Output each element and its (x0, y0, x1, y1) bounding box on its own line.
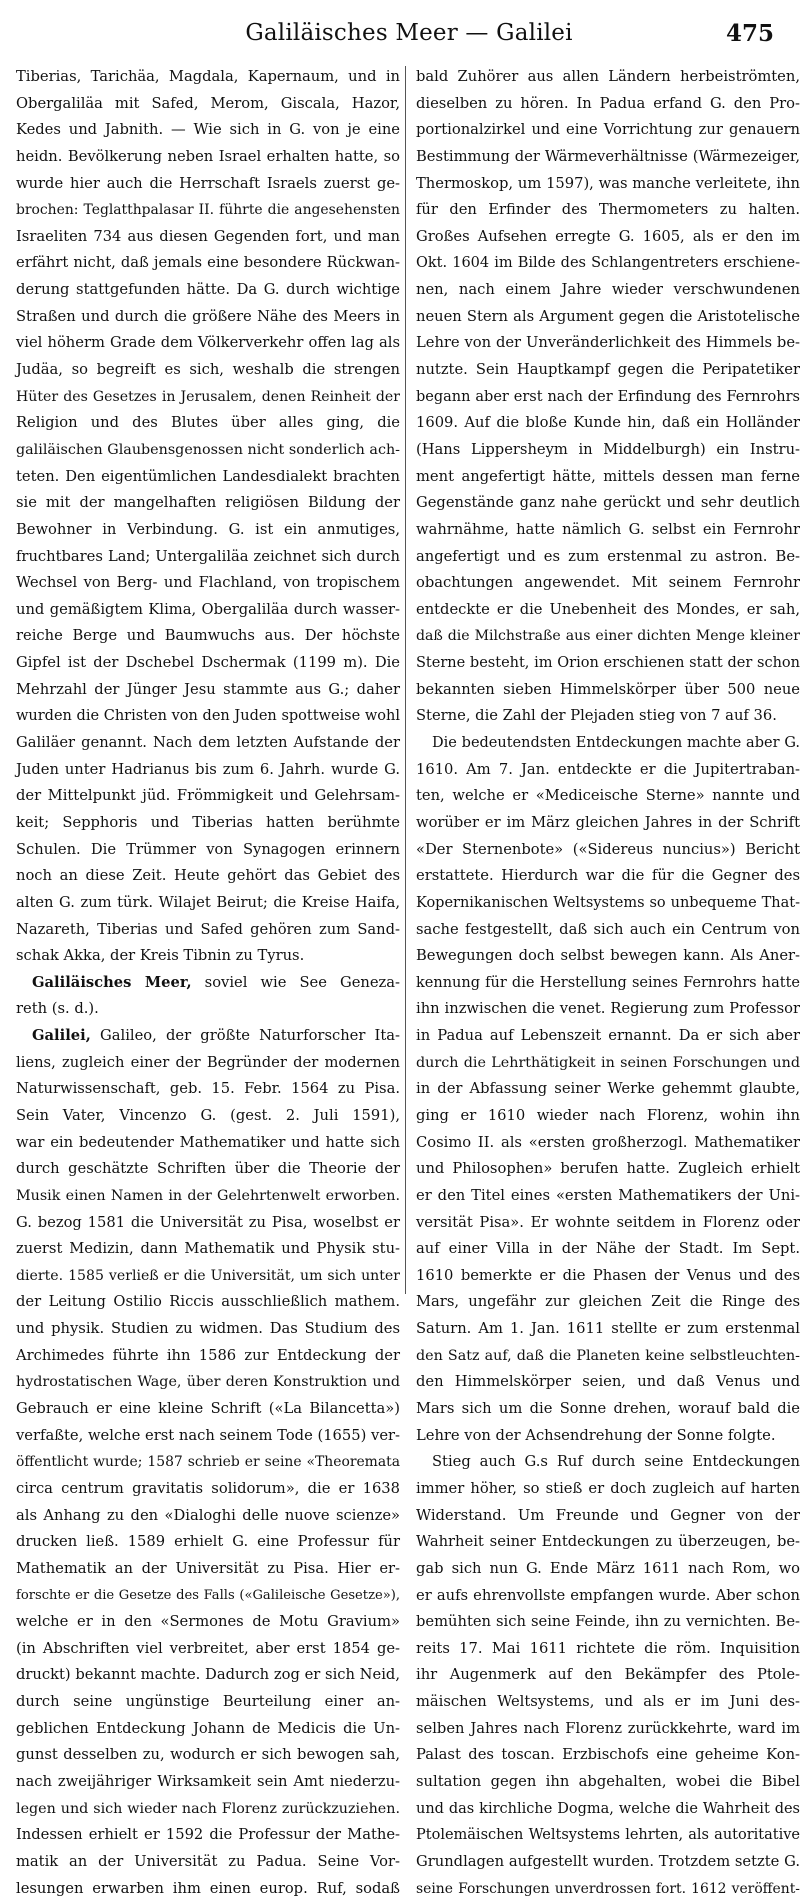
text-line: Israeliten 734 aus diesen Gegenden fort, und man (16, 227, 400, 245)
text-line: reth (s. d.). (16, 1000, 99, 1018)
text-line: portionalzirkel und eine Vorrichtung zur genauern (416, 121, 800, 139)
text-line: 1610 bemerkte er die Phasen der Venus und des (416, 1266, 800, 1284)
text-line: durch die Lehrthätigkeit in seinen Forschungen und (416, 1054, 800, 1071)
text-line: der Leitung Ostilio Riccis ausschließlich mathem. (16, 1293, 400, 1311)
text-line: 1610. Am 7. Jan. entdeckte er die Jupitertraban- (416, 760, 800, 778)
text-line: nen, nach einem Jahre wieder verschwundenen (416, 281, 800, 299)
text-line: und physik. Studien zu widmen. Das Studium des (16, 1320, 400, 1338)
text-line: derung stattgefunden hätte. Da G. durch wichtige (16, 281, 400, 299)
text-line: Naturwissenschaft, geb. 15. Febr. 1564 zu Pisa. (16, 1080, 400, 1098)
text-line: keit; Sepphoris und Tiberias hatten berühmte (16, 813, 400, 831)
text-line: galiläischen Glaubensgenossen nicht sonderlich ach- (16, 441, 400, 458)
text-line: 1609. Auf die bloße Kunde hin, daß ein Holländer (416, 414, 800, 432)
text-line: für den Erfinder des Thermometers zu halten. (416, 201, 800, 219)
page-header (44, 20, 774, 58)
text-line: Nazareth, Tiberias und Safed gehören zum Sand- (16, 920, 400, 938)
text-line: noch an diese Zeit. Heute gehört das Gebiet des (16, 867, 400, 885)
text-line: den Satz auf, daß die Planeten keine selbstleuchten- (416, 1347, 800, 1364)
text-line: bemühten sich seine Feinde, ihn zu vernichten. Be- (416, 1613, 800, 1631)
text-line: Musik einen Namen in der Gelehrtenwelt erworben. (16, 1187, 400, 1204)
text-line: fruchtbares Land; Untergaliläa zeichnet sich durch (16, 547, 400, 565)
text-line: auf einer Villa in der Nähe der Stadt. Im Sept. (416, 1240, 800, 1258)
text-line: immer höher, so stieß er doch zugleich auf harten (416, 1479, 800, 1497)
text-line: nach zweijähriger Wirksamkeit sein Amt niederzu- (16, 1773, 400, 1790)
text-line: liens, zugleich einer der Begründer der modernen (16, 1053, 400, 1071)
text-line: erstattete. Hierdurch war die für die Gegner des (416, 867, 800, 885)
text-line: sache festgestellt, daß sich auch ein Centrum von (416, 920, 800, 938)
text-line: matik an der Universität zu Padua. Seine Vor- (16, 1852, 400, 1870)
text-line: durch geschätzte Schriften über die Theorie der (16, 1160, 400, 1178)
text-line: Mehrzahl der Jünger Jesu stammte aus G.; daher (16, 680, 400, 698)
text-line: Hüter des Gesetzes in Jerusalem, denen Reinheit der (16, 388, 400, 405)
text-line: geblichen Entdeckung Johann de Medicis die Un- (16, 1719, 400, 1737)
text-line: gunst desselben zu, wodurch er sich bewogen sah, (16, 1746, 400, 1764)
text-line: er aufs ehrenvollste empfangen wurde. Aber schon (416, 1586, 800, 1604)
page-number: 475 (725, 20, 774, 47)
text-line: Ptolemäischen Weltsystems lehrten, als autoritative (416, 1827, 800, 1844)
text-line: und gemäßigtem Klima, Obergaliläa durch wasser- (16, 600, 400, 618)
text-line: war ein bedeutender Mathematiker und hatte sich (16, 1133, 400, 1151)
text-line: Bestimmung der Wärmeverhältnisse (Wärmezeiger, (416, 147, 800, 165)
text-line: Stieg auch G.s Ruf durch seine Entdeckungen (432, 1453, 800, 1471)
text-line: drucken ließ. 1589 erhielt G. eine Professur für (16, 1533, 400, 1551)
text-line: mäischen Weltsystems, und als er im Juni des- (416, 1693, 800, 1711)
text-line: «Der Sternenbote» («Sidereus nuncius») Bericht (416, 840, 800, 858)
text-line: Lehre von der Unveränderlichkeit des Himmels be- (416, 334, 800, 352)
text-line: kennung für die Herstellung seines Fernrohrs hatte (416, 974, 800, 991)
text-line: dierte. 1585 verließ er die Universität, um sich unter (16, 1267, 400, 1284)
text-line: Gebrauch er eine kleine Schrift («La Bilancetta») (16, 1400, 400, 1418)
text-line: Grundlagen aufgestellt wurden. Trotzdem setzte G. (416, 1852, 800, 1870)
text-line: brochen: Teglatthpalasar II. führte die angesehensten (16, 202, 400, 219)
text-line: ihn inzwischen die venet. Regierung zum Professor (416, 1000, 800, 1018)
text-line: nutzte. Sein Hauptkampf gegen die Peripatetiker (416, 361, 800, 379)
entry-headword: Galilei, (32, 1027, 91, 1045)
text-line: (Hans Lippersheym in Middelburgh) ein Instru- (416, 440, 800, 458)
text-line: legen und sich wieder nach Florenz zurückzuziehen. (16, 1800, 400, 1817)
text-line: Kedes und Jabnith. — Wie sich in G. von je eine (16, 121, 400, 139)
text-line: teten. Den eigentümlichen Landesdialekt brachten (16, 467, 400, 485)
text-line: selben Jahres nach Florenz zurückkehrte, ward im (416, 1719, 800, 1737)
text-line: ihr Augenmerk auf den Bekämpfer des Ptole- (416, 1666, 800, 1684)
text-line: seine Forschungen unverdrossen fort. 1612 veröffent- (416, 1880, 800, 1897)
text-line: wahrnähme, hatte nämlich G. selbst ein Fernrohr (416, 520, 800, 538)
text-line: Bewohner in Verbindung. G. ist ein anmutiges, (16, 520, 400, 538)
entry-headword: Galiläisches Meer, (32, 973, 192, 991)
text-line: circa centrum gravitatis solidorum», die er 1638 (16, 1479, 400, 1497)
text-line: Gipfel ist der Dschebel Dschermak (1199 m). Die (16, 654, 400, 672)
text-line: wurde hier auch die Herrschaft Israels zuerst ge- (16, 174, 400, 192)
text-line: worüber er im März gleichen Jahres in der Schrift (416, 813, 800, 831)
text-line: Judäa, so begreift es sich, weshalb die strengen (16, 361, 400, 379)
text-line: ging er 1610 wieder nach Florenz, wohin ihn (416, 1106, 800, 1124)
text-line: bald Zuhörer aus allen Ländern herbeiströmten, (416, 68, 800, 85)
text-line: Widerstand. Um Freunde und Gegner von der (416, 1506, 800, 1524)
text-line: hydrostatischen Wage, über deren Konstruktion und (16, 1374, 400, 1391)
text-line: reits 17. Mai 1611 richtete die röm. Inquisition (416, 1639, 800, 1657)
column-divider (405, 66, 406, 1294)
text-line: Schulen. Die Trümmer von Synagogen erinnern (16, 840, 400, 858)
text-line: als Anhang zu den «Dialoghi delle nuove scienze» (16, 1506, 400, 1524)
text-line: Sterne besteht, im Orion erschienen statt der schon (416, 655, 800, 672)
text-line: Mathematik an der Universität zu Pisa. Hier er- (16, 1559, 400, 1577)
running-title: Galiläisches Meer — Galilei (245, 20, 573, 46)
text-line: angefertigt und es zum erstenmal zu astron. Be- (416, 547, 800, 565)
text-line: Sterne, die Zahl der Plejaden stieg von 7 auf 36. (416, 707, 777, 725)
text-line: Thermoskop, um 1597), was manche verleitete, ihn (416, 174, 800, 192)
text-line: Wahrheit seiner Entdeckungen zu überzeugen, be- (416, 1533, 800, 1551)
entry-text: Galileo, der größte Naturforscher Ita- (90, 1027, 400, 1045)
text-line: forschte er die Gesetze des Falls («Galileische Gesetze»), (16, 1587, 400, 1603)
text-line: zuerst Medizin, dann Mathematik und Physik stu- (16, 1240, 400, 1258)
text-line: daß die Milchstraße aus einer dichten Menge kleiner (416, 628, 800, 645)
text-line: neuen Stern als Argument gegen die Aristotelische (416, 307, 800, 325)
text-line: versität Pisa». Er wohnte seitdem in Florenz oder (416, 1213, 800, 1231)
text-line (16, 970, 400, 997)
text-line: ment angefertigt hätte, mittels dessen man ferne (416, 467, 800, 485)
text-line: lesungen erwarben ihm einen europ. Ruf, sodaß (16, 1879, 400, 1897)
text-line: Okt. 1604 im Bilde des Schlangentreters erschiene- (416, 255, 800, 272)
text-line: wurden die Christen von den Juden spottweise wohl (16, 708, 400, 725)
text-line: entdeckte er die Unebenheit des Mondes, er sah, (416, 600, 800, 618)
text-line: schak Akka, der Kreis Tibnin zu Tyrus. (16, 947, 305, 965)
text-line: gab sich nun G. Ende März 1611 nach Rom, wo (416, 1559, 800, 1577)
text-line: Bewegungen doch selbst bewegen kann. Als Aner- (416, 947, 800, 965)
text-line (16, 1023, 400, 1050)
text-line: ten, welche er «Mediceische Sterne» nannte und (416, 787, 800, 805)
text-line: (in Abschriften viel verbreitet, aber erst 1854 ge- (16, 1639, 400, 1657)
text-line: druckt) bekannt machte. Dadurch zog er sich Neid, (16, 1666, 400, 1684)
text-line: alten G. zum türk. Wilajet Beirut; die Kreise Haifa, (16, 893, 400, 911)
text-line: Juden unter Hadrianus bis zum 6. Jahrh. wurde G. (16, 760, 400, 778)
text-line: Palast des toscan. Erzbischofs eine geheime Kon- (416, 1746, 800, 1764)
text-line: Mars, ungefähr zur gleichen Zeit die Ringe des (416, 1293, 800, 1311)
left-column (16, 64, 400, 1902)
text-line: und Philosophen» berufen hatte. Zugleich erhielt (416, 1160, 800, 1178)
text-line: begann aber erst nach der Erfindung des Fernrohrs (416, 388, 800, 405)
text-line: Großes Aufsehen erregte G. 1605, als er den im (416, 227, 800, 245)
text-line: verfaßte, welche erst nach seinem Tode (1655) ver- (16, 1426, 400, 1444)
text-line: Saturn. Am 1. Jan. 1611 stellte er zum erstenmal (416, 1320, 800, 1338)
text-line: Lehre von der Achsendrehung der Sonne folgte. (416, 1426, 776, 1444)
text-line: Galiläer genannt. Nach dem letzten Aufstande der (16, 734, 400, 752)
text-line: und das kirchliche Dogma, welche die Wahrheit des (416, 1800, 800, 1817)
text-line: G. bezog 1581 die Universität zu Pisa, woselbst er (16, 1213, 400, 1231)
text-line: heidn. Bevölkerung neben Israel erhalten hatte, so (16, 147, 400, 165)
text-line: Kopernikanischen Weltsystems so unbequeme That- (416, 894, 800, 911)
text-line: durch seine ungünstige Beurteilung einer an- (16, 1693, 400, 1711)
text-line: der Mittelpunkt jüd. Frömmigkeit und Gelehrsam- (16, 787, 400, 805)
text-line: öffentlicht wurde; 1587 schrieb er seine «Theoremata (16, 1454, 400, 1471)
text-line: Obergaliläa mit Safed, Merom, Giscala, Hazor, (16, 94, 400, 112)
text-line: Gegenstände ganz nahe gerückt und sehr deutlich (416, 494, 800, 512)
text-line: Mars sich um die Sonne drehen, worauf bald die (416, 1400, 800, 1418)
text-line: Indessen erhielt er 1592 die Professur der Mathe- (16, 1826, 400, 1844)
text-line: Straßen und durch die größere Nähe des Meers in (16, 307, 400, 325)
entry-text: soviel wie See Geneza- (191, 973, 400, 991)
text-line: erfährt nicht, daß jemals eine besondere Rückwan- (16, 254, 400, 272)
text-line: in Padua auf Lebenszeit ernannt. Da er sich aber (416, 1027, 800, 1045)
text-line: bekannten sieben Himmelskörper über 500 neue (416, 680, 800, 698)
text-line: sultation gegen ihn abgehalten, wobei die Bibel (416, 1773, 800, 1790)
text-line: obachtungen angewendet. Mit seinem Fernrohr (416, 574, 800, 592)
text-line: reiche Berge und Baumwuchs aus. Der höchste (16, 627, 400, 645)
text-line: Die bedeutendsten Entdeckungen machte aber G. (432, 735, 800, 752)
text-line: sie mit der mangelhaften religiösen Bildung der (16, 494, 400, 512)
text-line: Wechsel von Berg- und Flachland, von tropischem (16, 574, 400, 592)
text-line: Tiberias, Tarichäa, Magdala, Kapernaum, und in (16, 68, 400, 85)
text-line: Cosimo II. als «ersten großherzogl. Mathematiker (416, 1133, 800, 1151)
text-line: in der Abfassung seiner Werke gehemmt glaubte, (416, 1080, 800, 1098)
text-line: er den Titel eines «ersten Mathematikers der Uni- (416, 1186, 800, 1204)
text-line: Archimedes führte ihn 1586 zur Entdeckung der (16, 1346, 400, 1364)
right-column (416, 64, 800, 1902)
text-line: dieselben zu hören. In Padua erfand G. den Pro- (416, 94, 800, 112)
text-line: Sein Vater, Vincenzo G. (gest. 2. Juli 1591), (16, 1106, 400, 1124)
text-line: Religion und des Blutes über alles ging, die (16, 414, 400, 432)
text-line: welche er in den «Sermones de Motu Gravium» (16, 1613, 400, 1631)
text-line: viel höherm Grade dem Völkerverkehr offen lag als (16, 334, 400, 352)
text-line: den Himmelskörper seien, und daß Venus und (416, 1373, 800, 1391)
